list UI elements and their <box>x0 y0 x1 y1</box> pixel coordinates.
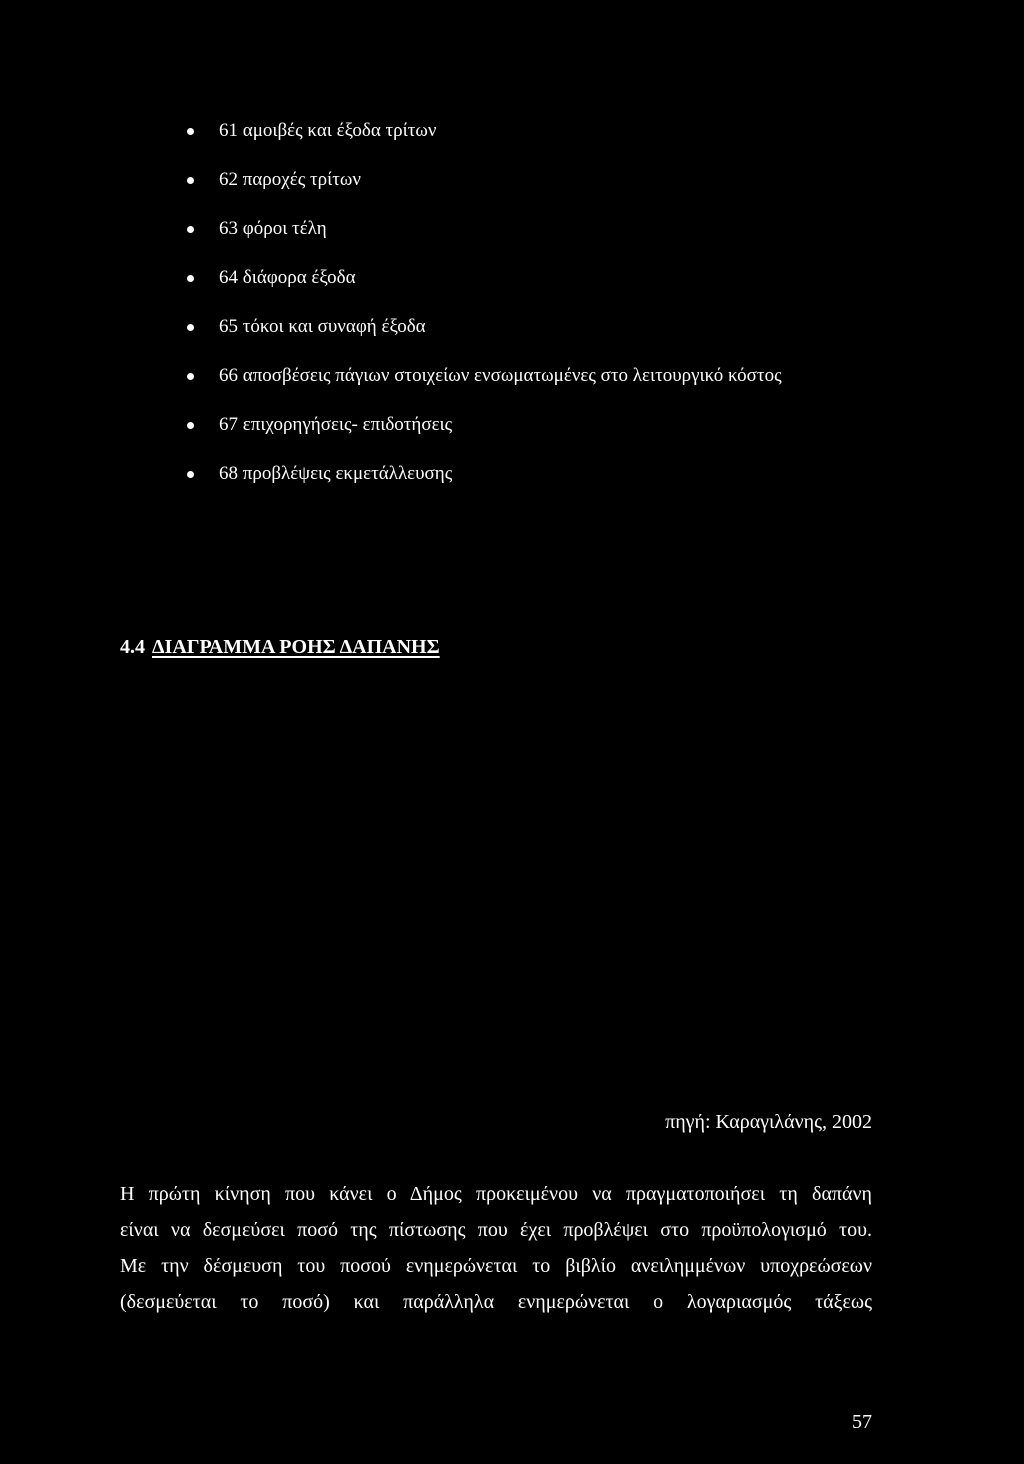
list-item-text: 67 επιχορηγήσεις- επιδοτήσεις <box>219 414 453 435</box>
figure-source: πηγή: Καραγιλάνης, 2002 <box>665 1111 872 1133</box>
list-item <box>183 166 782 215</box>
paragraph-line: (δεσμεύεται το ποσό) και παράλληλα ενημερώνεται ο λογαριασμός τάξεως <box>120 1291 872 1313</box>
paragraph-line: Με την δέσμευση του ποσού ενημερώνεται το βιβλίο ανειλημμένων υποχρεώσεων <box>120 1255 872 1277</box>
list-item-text: 65 τόκοι και συναφή έξοδα <box>219 316 426 337</box>
bullet-icon <box>187 324 194 331</box>
section-number: 4.4 <box>120 636 145 658</box>
page-number: 57 <box>852 1411 872 1433</box>
paragraph-line: είναι να δεσμεύσει ποσό της πίστωσης που έχει προβλέψει στο προϋπολογισμό του. <box>120 1219 872 1241</box>
bullet-icon <box>187 177 194 184</box>
list-item-text: 68 προβλέψεις εκμετάλλευσης <box>219 463 453 484</box>
list-item-text: 61 αμοιβές και έξοδα τρίτων <box>219 120 437 141</box>
list-item <box>183 362 782 411</box>
list-item <box>183 313 782 362</box>
bullet-icon <box>187 422 194 429</box>
section-title: ΔΙΑΓΡΑΜΜΑ ΡΟΗΣ ΔΑΠΑΝΗΣ <box>152 636 440 658</box>
bullet-icon <box>187 275 194 282</box>
bullet-icon <box>187 373 194 380</box>
list-item <box>183 460 782 509</box>
flow-diagram-area <box>120 680 880 1100</box>
bullet-icon <box>187 471 194 478</box>
list-item-text: 63 φόροι τέλη <box>219 218 327 239</box>
list-item <box>183 117 782 166</box>
list-item <box>183 215 782 264</box>
section-heading <box>120 633 440 661</box>
bullet-icon <box>187 128 194 135</box>
list-item-text: 64 διάφορα έξοδα <box>219 267 356 288</box>
bullet-icon <box>187 226 194 233</box>
paragraph-line: Η πρώτη κίνηση που κάνει ο Δήμος προκειμένου να πραγματοποιήσει τη δαπάνη <box>120 1183 872 1205</box>
list-item <box>183 264 782 313</box>
list-item-text: 66 αποσβέσεις πάγιων στοιχείων ενσωματωμένες στο λειτουργικό κόστος <box>219 365 782 386</box>
body-paragraph <box>120 1176 872 1320</box>
list-item-text: 62 παροχές τρίτων <box>219 169 361 190</box>
list-item <box>183 411 782 460</box>
expense-accounts-list <box>183 117 782 509</box>
